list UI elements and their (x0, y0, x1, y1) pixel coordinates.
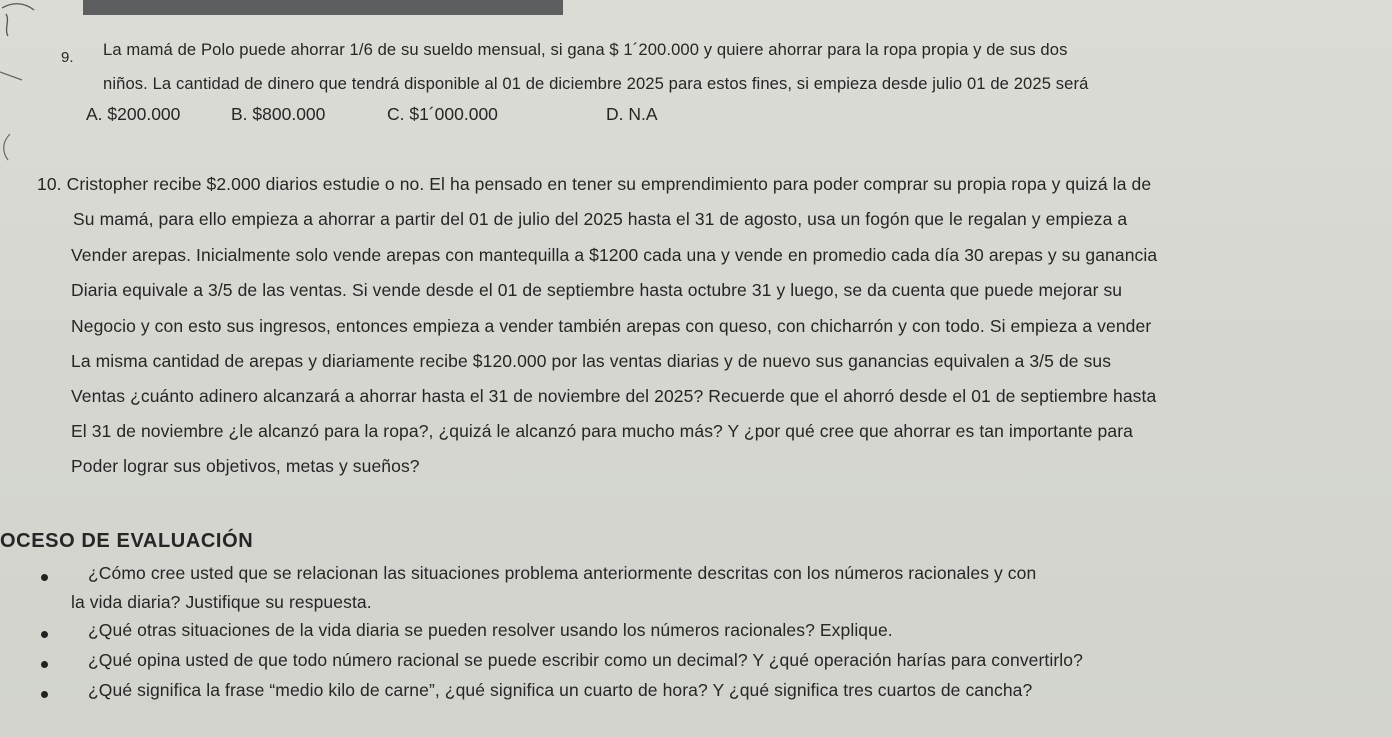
q9-number: 9. (61, 49, 74, 66)
section-heading: OCESO DE EVALUACIÓN (0, 530, 254, 552)
q10-line-7: Ventas ¿cuánto adinero alcanzará a ahorrar hasta el 31 de noviembre del 2025? Recuerde que el ahorró desde el 01 de septiembre hasta (71, 386, 1157, 406)
q10-line-3: Vender arepas. Inicialmente solo vende arepas con mantequilla a $1200 cada una y vende en promedio cada día 30 arepas y su ganancia (71, 245, 1158, 265)
page-top-shadow (83, 0, 563, 15)
q10-line-4: Diaria equivale a 3/5 de las ventas. Si vende desde el 01 de septiembre hasta octubre 31 y luego, se da cuenta que puede mejorar su (71, 280, 1123, 300)
q9-line-2: niños. La cantidad de dinero que tendrá disponible al 01 de diciembre 2025 para estos fines, si empieza desde julio 01 de 2025 será (103, 74, 1089, 93)
q10-line-2: Su mamá, para ello empieza a ahorrar a partir del 01 de julio del 2025 hasta el 31 de agosto, usa un fogón que le regalan y empieza a (73, 209, 1128, 229)
q10-line-9: Poder lograr sus objetivos, metas y sueños? (71, 456, 420, 476)
q10-line-6: La misma cantidad de arepas y diariamente recibe $120.000 por las ventas diarias y de nuevo sus ganancias equivalen a 3/5 de sus (71, 351, 1112, 371)
bullet-1 (41, 574, 48, 581)
bullet-2 (41, 631, 48, 638)
q10-line-1: 10. Cristopher recibe $2.000 diarios estudie o no. El ha pensado en tener su emprendimiento para poder comprar su propia ropa y quizá la de (37, 174, 1152, 194)
eval-question-3: ¿Qué opina usted de que todo número racional se puede escribir como un decimal? Y ¿qué operación harías para convertirlo? (88, 650, 1083, 670)
eval-question-1: ¿Cómo cree usted que se relacionan las situaciones problema anteriormente descritas con los números racionales y con (88, 563, 1037, 583)
eval-question-2: ¿Qué otras situaciones de la vida diaria se pueden resolver usando los números racionales? Explique. (88, 620, 893, 640)
q10-line-5: Negocio y con esto sus ingresos, entonces empieza a vender también arepas con queso, con chicharrón y con todo. Si empieza a vender (71, 316, 1152, 336)
pen-mark-top (0, 0, 40, 40)
eval-question-1-cont: la vida diaria? Justifique su respuesta. (71, 592, 372, 612)
bullet-3 (41, 661, 48, 668)
q9-option-d: D. N.A (606, 104, 658, 124)
q9-option-c: C. $1´000.000 (387, 104, 498, 124)
q9-option-b: B. $800.000 (231, 104, 326, 124)
pen-mark-left-2 (0, 132, 14, 162)
q9-option-a: A. $200.000 (86, 104, 181, 124)
pen-mark-left (0, 66, 30, 90)
bullet-4 (41, 691, 48, 698)
eval-question-4: ¿Qué significa la frase “medio kilo de carne”, ¿qué significa un cuarto de hora? Y ¿qué significa tres cuartos de cancha? (88, 680, 1033, 700)
q10-line-8: El 31 de noviembre ¿le alcanzó para la ropa?, ¿quizá le alcanzó para mucho más? Y ¿por qué cree que ahorrar es tan importante para (71, 421, 1133, 441)
q9-line-1: La mamá de Polo puede ahorrar 1/6 de su sueldo mensual, si gana $ 1´200.000 y quiere ahorrar para la ropa propia y de sus dos (103, 40, 1068, 59)
